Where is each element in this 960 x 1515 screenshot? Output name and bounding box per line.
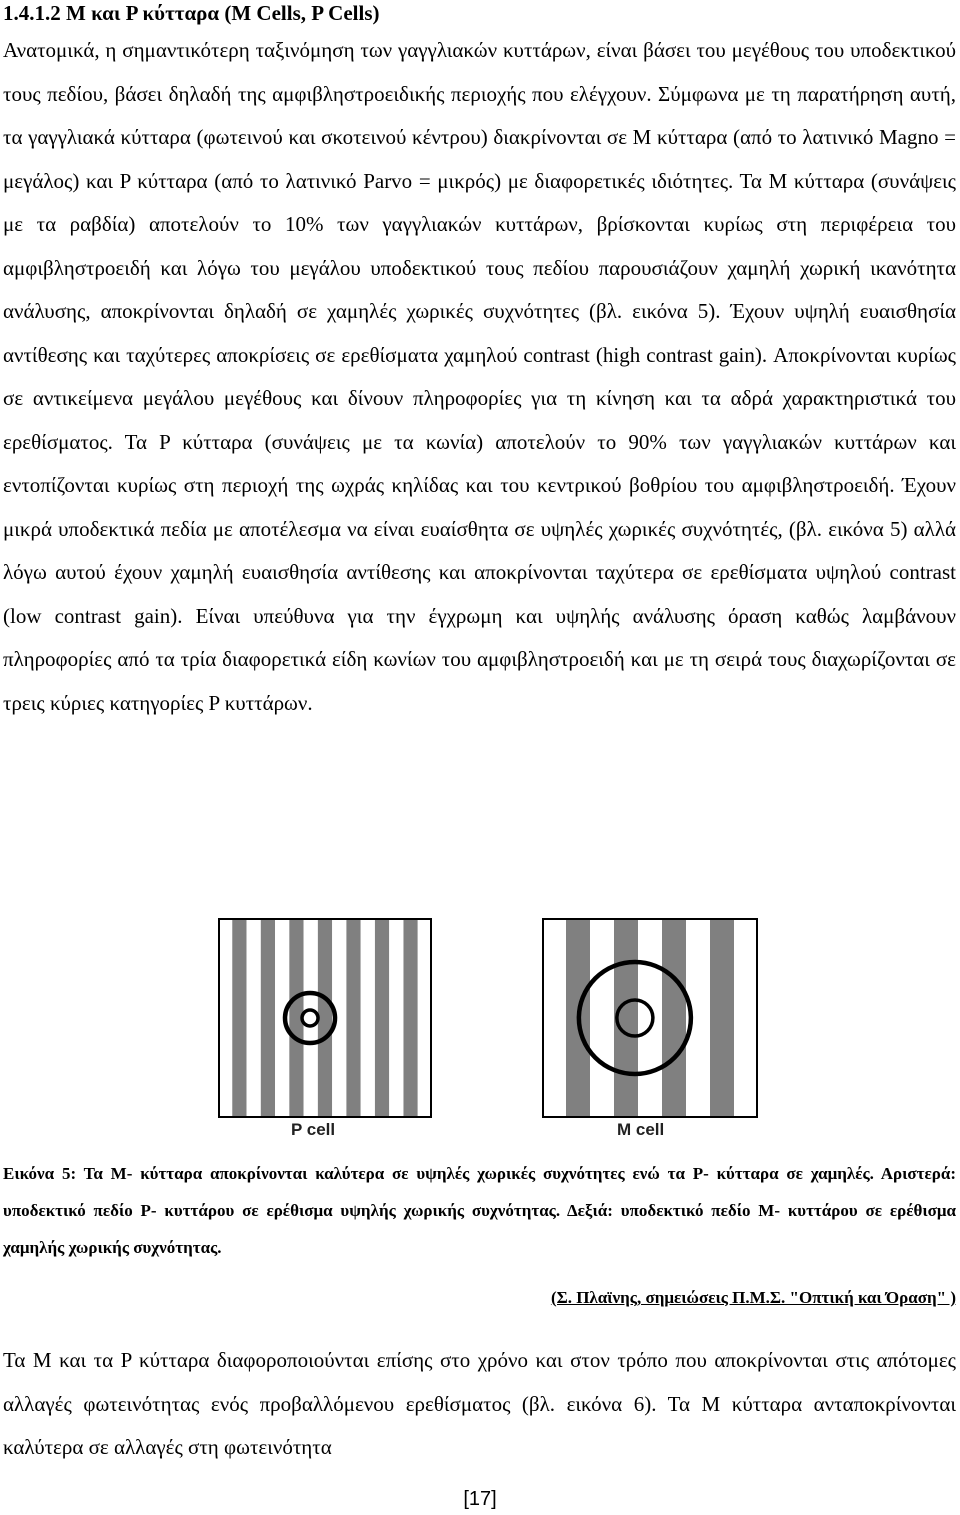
p-cell-stripe: [418, 918, 432, 1118]
p-cell-stripe: [304, 918, 318, 1118]
p-cell-stripe: [232, 918, 246, 1118]
m-cell-stripe: [638, 918, 662, 1118]
p-cell-panel: [218, 918, 432, 1118]
p-cell-stripe: [218, 918, 232, 1118]
p-cell-stripe: [318, 918, 332, 1118]
p-cell-stripe: [375, 918, 389, 1118]
figure-source: (Σ. Πλαϊνης, σημειώσεις Π.Μ.Σ. "Οπτική και Όραση" ): [550, 1288, 956, 1307]
figure-5-graphic: [218, 918, 758, 1118]
m-cell-stripe: [542, 918, 566, 1118]
section-heading: 1.4.1.2 M και P κύτταρα (M Cells, P Cells): [3, 1, 380, 25]
p-cell-stripe: [389, 918, 403, 1118]
m-cell-stripe: [734, 918, 758, 1118]
body-paragraph-2: Τα M και τα P κύτταρα διαφοροποιούνται επίσης στο χρόνο και στον τρόπο που αποκρίνονται στις απότομες αλλαγές φωτεινότητας ενός προβαλλόμενου ερεθίσματος (βλ. εικόνα 6). Τα M κύτταρα ανταποκρίνονται καλύτερα σε αλλαγές στη φωτεινότητα: [3, 1348, 956, 1459]
p-cell-stripe: [403, 918, 417, 1118]
m-cell-stripe: [662, 918, 686, 1118]
m-cell-label: M cell: [617, 1120, 665, 1139]
p-cell-stripe: [247, 918, 261, 1118]
p-cell-stripe: [361, 918, 375, 1118]
p-cell-label: P cell: [291, 1120, 336, 1139]
p-cell-stripe: [346, 918, 360, 1118]
page-number: [17]: [463, 1488, 497, 1510]
m-cell-stripe: [590, 918, 614, 1118]
body-paragraph-1: Ανατομικά, η σημαντικότερη ταξινόμηση των γαγγλιακών κυττάρων, είναι βάσει του μεγέθους του υποδεκτικού τους πεδίου, βάσει δηλαδή της αμφιβληστροειδικής περιοχής που ελέγχουν. Σύμφωνα με τη παρατήρηση αυτή, τα γαγγλιακά κύτταρα (φωτεινού και σκοτεινού κέντρου) διακρίνονται σε M κύτταρα (από το λατινικό Magno = μεγάλος) και P κύτταρα (από το λατινικό Parvo = μικρός) με διαφορετικές ιδιότητες. Τα M κύτταρα (συνάψεις με τα ραβδία) αποτελούν το 10% των γαγγλιακών κυττάρων, βρίσκονται κυρίως στη περιφέρεια του αμφιβληστροειδή και λόγω του μεγάλου υποδεκτικού τους πεδίου παρουσιάζουν χαμηλή χωρική ικανότητα ανάλυσης, αποκρίνονται δηλαδή σε χαμηλές χωρικές συχνότητες (βλ. εικόνα 5). Έχουν υψηλή ευαισθησία αντίθεσης και ταχύτερες αποκρίσεις σε ερεθίσματα χαμηλού contrast (high contrast gain). Αποκρίνονται κυρίως σε αντικείμενα μεγάλου μεγέθους και δίνουν πληροφορίες για τη κίνηση και τα αδρά χαρακτηριστικά του ερεθίσματος. Τα P κύτταρα (συνάψεις με τα κωνία) αποτελούν το 90% των γαγγλιακών κυττάρων και εντοπίζονται κυρίως στη περιοχή της ωχράς κηλίδας και του κεντρικού βοθρίου του αμφιβληστροειδή. Έχουν μικρά υποδεκτικά πεδία με αποτέλεσμα να είναι ευαίσθητα σε υψηλές χωρικές συχνότητές, (βλ. εικόνα 5) αλλά λόγω αυτού έχουν χαμηλή ευαισθησία αντίθεσης και αποκρίνονται ταχύτερα σε ερεθίσματα υψηλού contrast (low contrast gain). Είναι υπεύθυνα για την έγχρωμη και υψηλής ανάλυσης όραση καθώς λαμβάνουν πληροφορίες από τα τρία διαφορετικά είδη κωνίων του αμφιβληστροειδή και με τη σειρά τους διαχωρίζονται σε τρεις κύριες κατηγορίες P κυττάρων.: [3, 38, 956, 715]
figure-5: [218, 918, 758, 1140]
figure-caption: Εικόνα 5: Τα M- κύτταρα αποκρίνονται καλύτερα σε υψηλές χωρικές συχνότητες ενώ τα P- κύτταρα σε χαμηλές. Αριστερά: υποδεκτικό πεδίο P- κυττάρου σε ερέθισμα υψηλής χωρικής συχνότητας. Δεξιά: υποδεκτικό πεδίο M- κυττάρου σε ερέθισμα χαμηλής χωρικής συχνότητας.: [3, 1164, 956, 1257]
m-cell-panel: [542, 918, 758, 1118]
p-cell-stripe: [261, 918, 275, 1118]
m-cell-stripe: [710, 918, 734, 1118]
